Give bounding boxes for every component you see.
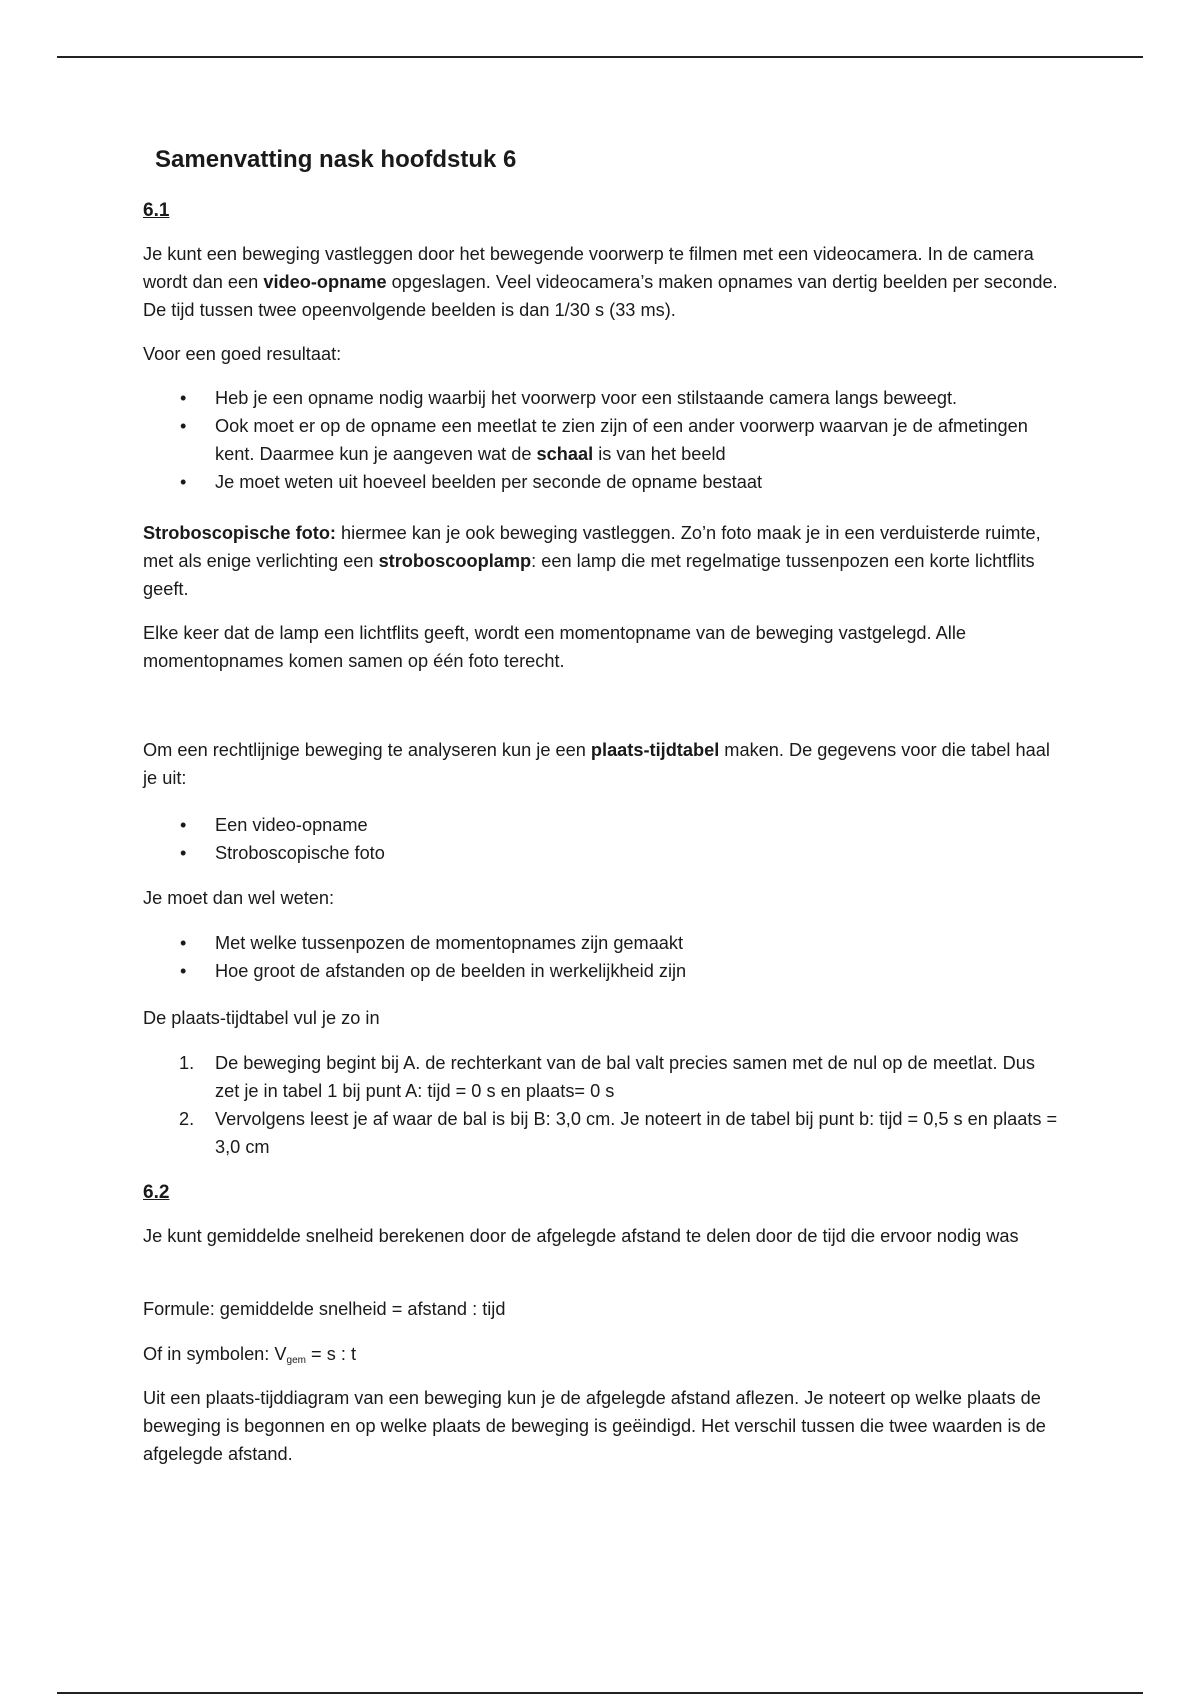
paragraph-stroboscopische-foto: Stroboscopische foto: hiermee kan je ook beweging vastleggen. Zo’n foto maak je in een verduisterde ruimte, met als enige verlichting een stroboscooplamp: een lamp die met regelmatige tussenpozen een korte lichtflits geeft. [143, 523, 1041, 599]
bullet-icon: • [180, 961, 187, 981]
document-title: Samenvatting nask hoofdstuk 6 [155, 146, 517, 173]
term-video-opname: video-opname [263, 272, 387, 292]
bullet-icon: • [180, 416, 187, 436]
list-item: • Stroboscopische foto [143, 839, 1063, 867]
list-item: 2. Vervolgens leest je af waar de bal is bij B: 3,0 cm. Je noteert in de tabel bij punt b: tijd = 0,5 s en plaats = 3,0 cm [143, 1105, 1063, 1161]
bullet-icon: • [180, 933, 187, 953]
section-heading-6-2: 6.2 [143, 1182, 170, 1203]
list-number: 2. [179, 1109, 195, 1129]
section-heading-6-1: 6.1 [143, 200, 170, 221]
requirements-list [143, 384, 1063, 496]
knowledge-list [143, 929, 1063, 985]
paragraph-video-opname: Je kunt een beweging vastleggen door het bewegende voorwerp te filmen met een videocamera. In de camera wordt dan een video-opname opgeslagen. Veel videocamera’s maken opnames van dertig beelden per seconde. De tijd tussen twee opeenvolgende beelden is dan 1/30 s (33 ms). [143, 244, 1058, 320]
list-item: • Een video-opname [143, 811, 1063, 839]
paragraph-goed-resultaat: Voor een goed resultaat: [143, 344, 342, 364]
paragraph-plaats-tijddiagram: Uit een plaats-tijddiagram van een beweging kun je de afgelegde afstand aflezen. Je noteert op welke plaats de beweging is begonnen en op welke plaats de beweging is geëindigd. Het verschil tussen die twee waarden is de afgelegde afstand. [143, 1388, 1046, 1464]
bottom-rule [57, 1692, 1143, 1694]
paragraph-tabel-invullen: De plaats-tijdtabel vul je zo in [143, 1008, 380, 1028]
list-item: • Je moet weten uit hoeveel beelden per seconde de opname bestaat [143, 468, 1063, 496]
list-number: 1. [179, 1053, 195, 1073]
sources-list [143, 811, 1063, 867]
list-item: • Heb je een opname nodig waarbij het voorwerp voor een stilstaande camera langs beweegt. [143, 384, 1063, 412]
paragraph-lichtflits: Elke keer dat de lamp een lichtflits geeft, wordt een momentopname van de beweging vastgelegd. Alle momentopnames komen samen op één foto terecht. [143, 623, 966, 671]
term-schaal: schaal [536, 444, 594, 464]
bullet-icon: • [180, 388, 187, 408]
paragraph-plaats-tijdtabel: Om een rechtlijnige beweging te analyseren kun je een plaats-tijdtabel maken. De gegevens voor die tabel haal je uit: [143, 740, 1050, 788]
list-item: • Ook moet er op de opname een meetlat te zien zijn of een ander voorwerp waarvan je de afmetingen kent. Daarmee kun je aangeven wat de schaal is van het beeld [143, 412, 1063, 468]
paragraph-formule: Formule: gemiddelde snelheid = afstand : tijd [143, 1299, 506, 1319]
term-plaats-tijdtabel: plaats-tijdtabel [590, 740, 720, 760]
list-item: 1. De beweging begint bij A. de rechterkant van de bal valt precies samen met de nul op de meetlat. Dus zet je in tabel 1 bij punt A: tijd = 0 s en plaats= 0 s [143, 1049, 1063, 1105]
paragraph-symbolen: Of in symbolen: $V_{gem} = s$ : t [143, 1344, 357, 1366]
bullet-icon: • [180, 815, 187, 835]
bullet-icon: • [180, 843, 187, 863]
bullet-icon: • [180, 472, 187, 492]
top-rule [57, 56, 1143, 58]
list-item: • Met welke tussenpozen de momentopnames zijn gemaakt [143, 929, 1063, 957]
list-item: • Hoe groot de afstanden op de beelden in werkelijkheid zijn [143, 957, 1063, 985]
term-stroboscooplamp: stroboscooplamp [378, 551, 532, 571]
term-stroboscopische-foto: Stroboscopische foto: [143, 523, 336, 543]
steps-list [143, 1049, 1063, 1161]
paragraph-wel-weten: Je moet dan wel weten: [143, 888, 335, 908]
paragraph-gemiddelde-snelheid: Je kunt gemiddelde snelheid berekenen door de afgelegde afstand te delen door de tijd die ervoor nodig was [143, 1226, 1019, 1246]
subscript-gem: gem [286, 1355, 306, 1366]
